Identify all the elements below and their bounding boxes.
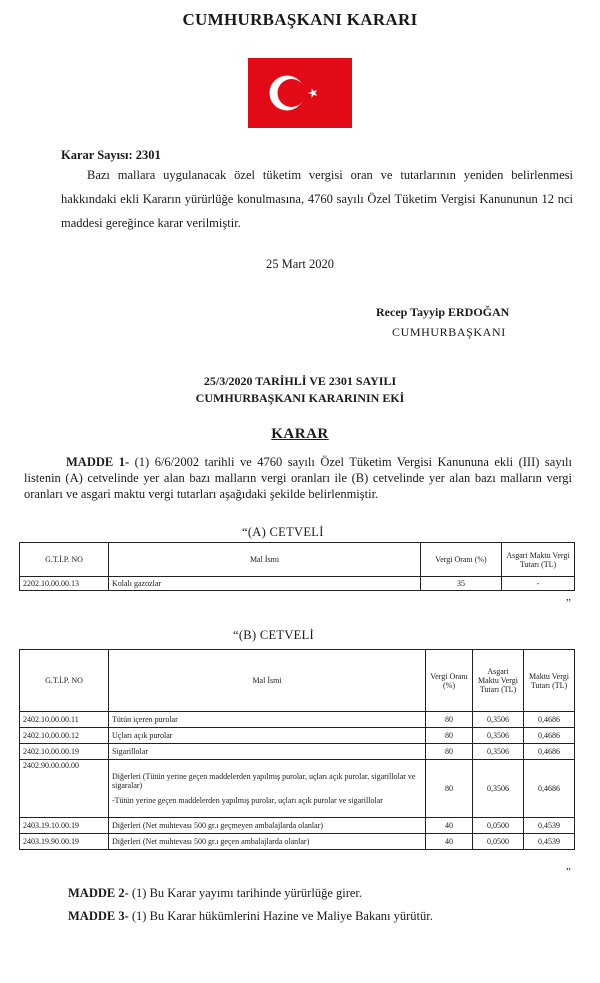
article-3 [68, 909, 433, 924]
table-row [20, 728, 575, 744]
table-b-caption: “(B) CETVELİ [233, 628, 315, 642]
cell-min: 0,0500 [473, 834, 524, 850]
table-b-header-fixed: Maktu Vergi Tutarı (TL) [524, 650, 575, 712]
article-1-label: MADDE 1- [66, 455, 130, 469]
table-a-caption: “(A) CETVELİ [242, 525, 324, 539]
table-row [20, 577, 575, 591]
annex-title-line2: CUMHURBAŞKANI KARARININ EKİ [195, 391, 405, 405]
karar-heading: KARAR [271, 426, 329, 442]
cell-fixed: 0,4539 [524, 818, 575, 834]
table-a-end-mark: ” [566, 597, 571, 609]
cell-fixed: 0,4686 [524, 712, 575, 728]
article-1 [24, 454, 572, 502]
cell-code: 2402.10.00.00.12 [20, 728, 109, 744]
article-2 [68, 886, 362, 901]
cell-min: 0,3506 [473, 760, 524, 818]
decision-number: Karar Sayısı: 2301 [61, 148, 161, 162]
table-b-header-code: G.T.İ.P. NO [20, 650, 109, 712]
cell-rate: 80 [426, 760, 473, 818]
annex-title [0, 373, 600, 407]
table-a-header-code: G.T.İ.P. NO [20, 543, 109, 577]
table-row [20, 712, 575, 728]
table-row [20, 834, 575, 850]
table-b [19, 649, 575, 850]
decision-date: 25 Mart 2020 [265, 257, 335, 271]
cell-name-sub: -Tütün yerine geçen maddelerden yapılmış purolar, uçları açık purolar ve sigarillolar [112, 796, 383, 805]
cell-name: Diğerleri (Tütün yerine geçen maddelerden yapılmış purolar, uçları açık purolar, sigarillolar ve sigaralar) [112, 772, 416, 790]
table-b-header-min: Asgari Maktu Vergi Tutarı (TL) [473, 650, 524, 712]
cell-rate: 80 [426, 744, 473, 760]
cell-fixed: 0,4686 [524, 744, 575, 760]
cell-fixed: 0,4686 [524, 728, 575, 744]
cell-fixed: 0,4539 [524, 834, 575, 850]
table-b-end-mark: ” [566, 866, 571, 878]
cell-fixed: 0,4686 [524, 760, 575, 818]
cell-code: 2402.10.00.00.11 [20, 712, 109, 728]
cell-rate: 35 [421, 577, 502, 591]
cell-code: 2402.90.00.00.00 [20, 760, 109, 818]
table-a-header-rate: Vergi Oranı (%) [421, 543, 502, 577]
annex-title-line1: 25/3/2020 TARİHLİ VE 2301 SAYILI [203, 374, 397, 388]
table-row [20, 760, 575, 818]
article-3-label: MADDE 3- [68, 909, 129, 923]
cell-code: 2402.10.00.00.19 [20, 744, 109, 760]
cell-name: Tütün içeren purolar [109, 712, 426, 728]
article-1-text: (1) 6/6/2002 tarihli ve 4760 sayılı Özel Tüketim Vergisi Kanununa ekli (III) sayılı listenin (A) cetvelinde yer alan bazı malların vergi oranları ile (B) cetvelinde yer alan bazı malların vergi oranları ve asgari maktu vergi tutarları aşağıdaki şekilde belirlenmiştir. [24, 455, 572, 501]
cell-code: 2403.19.10.00.19 [20, 818, 109, 834]
table-b-header-name: Mal İsmi [109, 650, 426, 712]
cell-rate: 80 [426, 712, 473, 728]
table-row [20, 744, 575, 760]
intro-paragraph: Bazı mallara uygulanacak özel tüketim vergisi oran ve tutarlarının yeniden belirlenmesi hakkındaki ekli Kararın yürürlüğe konulmasına, 4760 sayılı Özel Tüketim Vergisi Kanununun 12 nci maddesi gereğince karar verilmiştir. [61, 168, 573, 230]
table-a [19, 542, 575, 591]
cell-rate: 40 [426, 834, 473, 850]
cell-name: Uçları açık purolar [109, 728, 426, 744]
cell-name: Diğerleri (Net muhtevası 500 gr.ı geçmeyen ambalajlarda olanlar) [109, 818, 426, 834]
page-title: CUMHURBAŞKANI KARARI [182, 10, 418, 29]
cell-min: 0,3506 [473, 712, 524, 728]
article-2-text: (1) Bu Karar yayımı tarihinde yürürlüğe girer. [131, 886, 363, 900]
cell-name: Sigarillolar [109, 744, 426, 760]
article-2-label: MADDE 2- [68, 886, 129, 900]
turkish-flag-icon [248, 58, 352, 128]
cell-min: 0,3506 [473, 728, 524, 744]
cell-name: Kolalı gazozlar [109, 577, 421, 591]
cell-code: 2202.10.00.00.13 [20, 577, 109, 591]
signer-name: Recep Tayyip ERDOĞAN [376, 305, 510, 319]
table-a-header-min: Asgari Maktu Vergi Tutarı (TL) [502, 543, 575, 577]
cell-code: 2403.19.90.00.19 [20, 834, 109, 850]
signer-title: CUMHURBAŞKANI [392, 325, 506, 339]
cell-rate: 40 [426, 818, 473, 834]
cell-min: 0,0500 [473, 818, 524, 834]
cell-min: - [502, 577, 575, 591]
cell-rate: 80 [426, 728, 473, 744]
cell-name: Diğerleri (Net muhtevası 500 gr.ı geçen ambalajlarda olanlar) [109, 834, 426, 850]
cell-min: 0,3506 [473, 744, 524, 760]
article-3-text: (1) Bu Karar hükümlerini Hazine ve Maliye Bakanı yürütür. [131, 909, 433, 923]
table-row [20, 818, 575, 834]
table-a-header-name: Mal İsmi [109, 543, 421, 577]
table-b-header-rate: Vergi Oranı (%) [426, 650, 473, 712]
cell-name-group [109, 760, 426, 818]
